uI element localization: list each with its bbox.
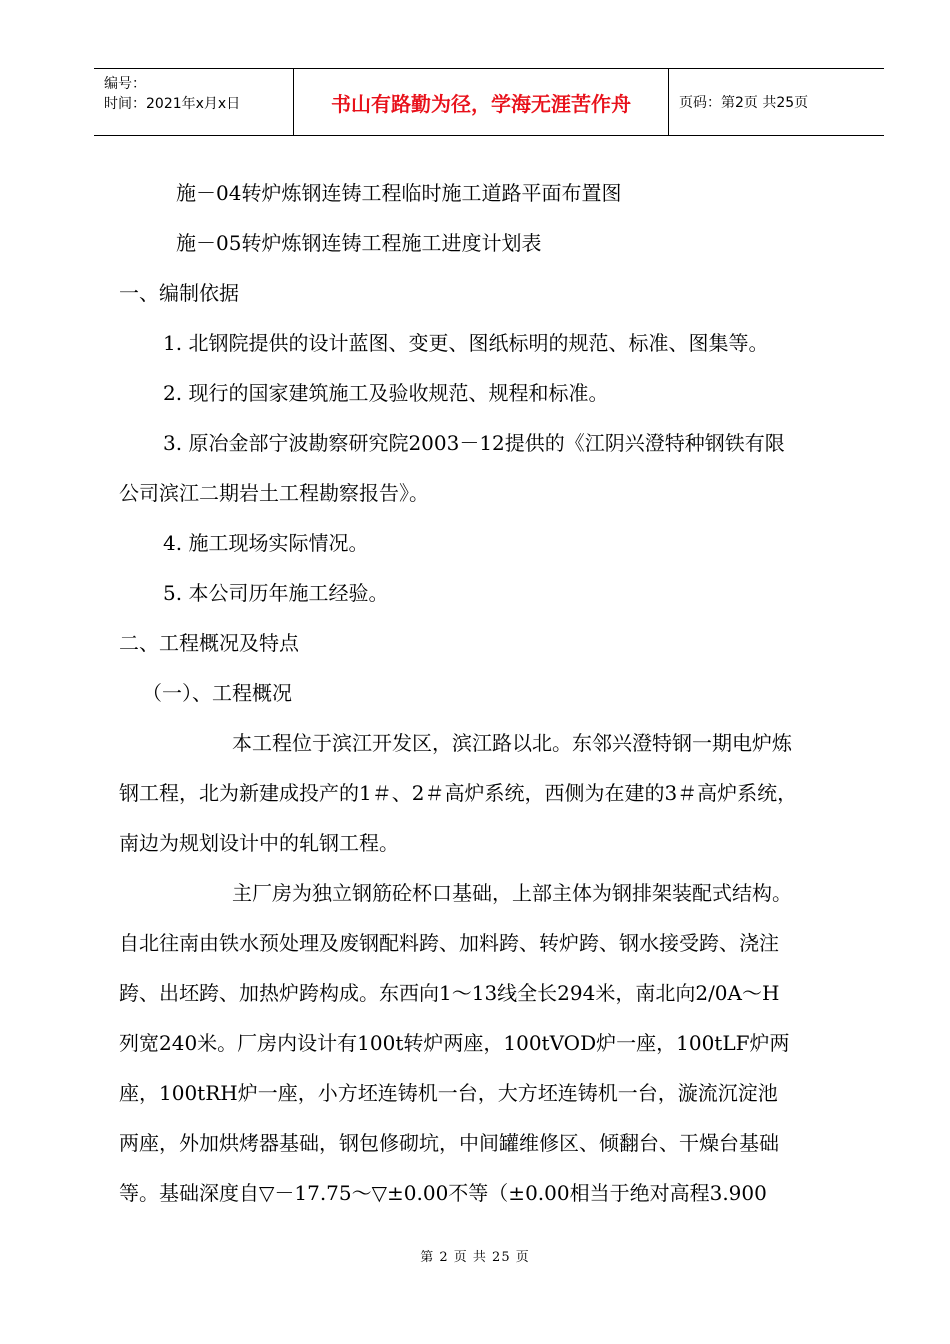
list-item: 2. 现行的国家建筑施工及验收规范、规程和标准。 (163, 381, 609, 405)
list-item: 1. 北钢院提供的设计蓝图、变更、图纸标明的规范、标准、图集等。 (163, 331, 769, 355)
time-label: 时间：2021年x月x日 (104, 96, 241, 112)
body-line: 本工程位于滨江开发区，滨江路以北。东邻兴澄特钢一期电炉炼 (232, 731, 792, 755)
body-line: 南边为规划设计中的轧钢工程。 (119, 831, 399, 855)
subsection-heading: （一）、工程概况 (142, 681, 292, 705)
body-line: 主厂房为独立钢筋砼杯口基础，上部主体为钢排架装配式结构。 (232, 881, 792, 905)
doc-number-label: 编号： (104, 76, 146, 92)
body-line: 自北往南由铁水预处理及废钢配料跨、加料跨、转炉跨、钢水接受跨、浇注 (119, 931, 779, 955)
list-item: 3. 原冶金部宁波勘察研究院2003－12提供的《江阴兴澄特种钢铁有限 (163, 431, 785, 455)
header-page-info: 页码：第2页 共25页 (679, 95, 809, 111)
body-line: 两座，外加烘烤器基础，钢包修砌坑，中间罐维修区、倾翻台、干燥台基础 (119, 1131, 779, 1155)
header-meta (94, 69, 294, 135)
page-header (94, 68, 884, 136)
body-line: 跨、出坯跨、加热炉跨构成。东西向1～13线全长294米，南北向2/0A～H (119, 981, 780, 1005)
body-line: 列宽240米。厂房内设计有100t转炉两座，100tVOD炉一座，100tLF炉两 (119, 1031, 790, 1055)
body-line: 座，100tRH炉一座，小方坯连铸机一台，大方坯连铸机一台，漩流沉淀池 (119, 1081, 778, 1105)
page-footer: 第 2 页 共 25 页 (420, 1250, 530, 1265)
body-line: 公司滨江二期岩土工程勘察报告》。 (119, 481, 429, 505)
body-line: 施－04转炉炼钢连铸工程临时施工道路平面布置图 (176, 181, 622, 205)
body-line: 等。基础深度自▽－17.75～▽±0.00不等（±0.00相当于绝对高程3.900 (119, 1181, 767, 1205)
header-motto: 书山有路勤为径，学海无涯苦作舟 (294, 69, 669, 135)
body-line: 钢工程，北为新建成投产的1＃、2＃高炉系统，西侧为在建的3＃高炉系统， (119, 781, 798, 805)
section-heading: 一、编制依据 (119, 281, 239, 305)
section-heading: 二、工程概况及特点 (119, 631, 299, 655)
list-item: 5. 本公司历年施工经验。 (163, 581, 389, 605)
body-line: 施－05转炉炼钢连铸工程施工进度计划表 (176, 231, 542, 255)
list-item: 4. 施工现场实际情况。 (163, 531, 369, 555)
